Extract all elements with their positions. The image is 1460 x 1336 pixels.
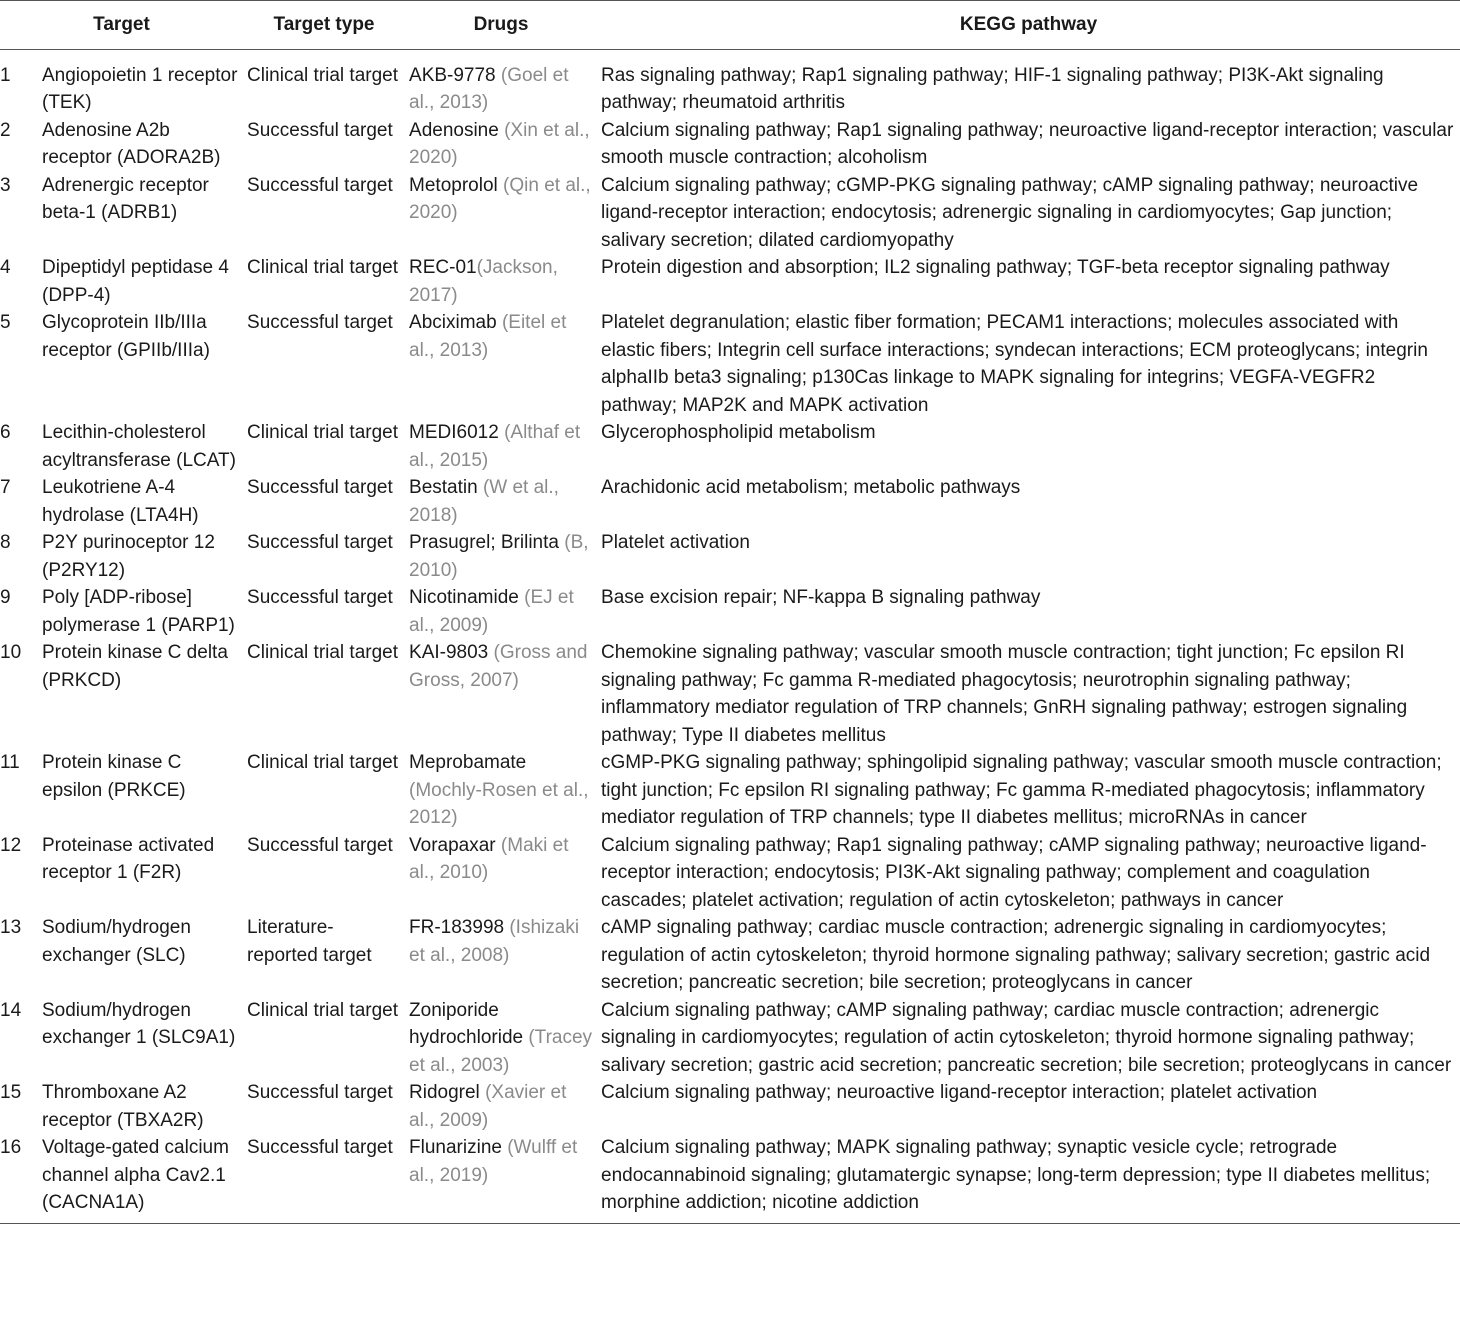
- drug-reference-link[interactable]: (Tracey et al., 2003): [409, 1027, 593, 1076]
- drug-name: Meprobamate: [409, 752, 527, 773]
- kegg-pathways: Protein digestion and absorption; IL2 signaling pathway; TGF-beta receptor signaling pathway: [601, 257, 1390, 278]
- drug-cell: [405, 49, 597, 117]
- table-row: [0, 997, 1460, 1080]
- drug-reference-link[interactable]: (Maki et al., 2010): [409, 834, 569, 883]
- drug-cell: [405, 639, 597, 749]
- drug-reference-link[interactable]: (Xavier et al., 2009): [409, 1082, 567, 1131]
- row-number: 11: [0, 752, 20, 773]
- drug-cell: [405, 529, 597, 584]
- target-type: Successful target: [243, 1134, 405, 1223]
- table-row: [0, 832, 1460, 915]
- target-type: Clinical trial target: [247, 257, 399, 278]
- drug-reference-link[interactable]: (Jackson, 2017): [409, 257, 558, 306]
- target-type: Successful target: [247, 119, 393, 141]
- drug-name: Flunarizine: [409, 1137, 508, 1158]
- target-type: Clinical trial target: [247, 752, 399, 773]
- drug-cell: [405, 474, 597, 529]
- target-name: Adenosine A2b receptor (ADORA2B): [42, 119, 221, 168]
- row-number: 13: [0, 917, 22, 938]
- target-name: Thromboxane A2 receptor (TBXA2R): [42, 1082, 204, 1131]
- target-name: Angiopoietin 1 receptor (TEK): [42, 64, 238, 113]
- drug-cell: [405, 832, 597, 915]
- kegg-pathways: Platelet degranulation; elastic fiber formation; PECAM1 interactions; molecules associated with elastic fibers; Integrin cell surface interactions; syndecan interactions; ECM proteoglycans; integrin alphaIIb beta3 signaling; p130Cas linkage to MAPK signaling for integrins; VEGFA-VEGFR2 pathway; MAP2K and MAPK activation: [601, 312, 1428, 416]
- row-number: 8: [0, 532, 11, 553]
- table-row: [0, 1134, 1460, 1223]
- header-target: Target: [0, 1, 243, 50]
- target-type: Successful target: [247, 532, 393, 553]
- drug-name: AKB-9778: [409, 64, 501, 86]
- drug-name: FR-183998: [409, 917, 510, 938]
- row-number: 12: [0, 834, 22, 856]
- kegg-pathways: Calcium signaling pathway; MAPK signaling pathway; synaptic vesicle cycle; retrograde endocannabinoid signaling; glutamatergic synapse; long-term depression; type II diabetes mellitus; morphine addiction; nicotine addiction: [597, 1134, 1460, 1223]
- drug-name: Nicotinamide: [409, 587, 525, 608]
- drug-cell: [405, 584, 597, 639]
- drug-name: KAI-9803: [409, 642, 494, 663]
- drug-cell: [405, 914, 597, 997]
- target-type: Clinical trial target: [247, 999, 399, 1021]
- header-drugs: Drugs: [405, 1, 597, 50]
- kegg-pathways: Base excision repair; NF-kappa B signaling pathway: [601, 587, 1041, 608]
- target-type: Successful target: [247, 1082, 393, 1103]
- row-number: 15: [0, 1082, 22, 1103]
- target-type: Successful target: [247, 587, 393, 608]
- drug-reference-link[interactable]: (Eitel et al., 2013): [409, 312, 567, 361]
- kegg-pathways: Calcium signaling pathway; Rap1 signaling pathway; neuroactive ligand-receptor interaction; vascular smooth muscle contraction; alcoholism: [601, 119, 1454, 168]
- drug-reference-link[interactable]: (B, 2010): [409, 532, 589, 581]
- table-row: [0, 639, 1460, 749]
- target-name: Protein kinase C epsilon (PRKCE): [42, 752, 186, 801]
- target-type: Successful target: [247, 174, 393, 196]
- row-number: 14: [0, 999, 22, 1021]
- target-type: Successful target: [247, 312, 393, 333]
- target-name: Voltage-gated calcium channel alpha Cav2.1 (CACNA1A): [38, 1134, 243, 1223]
- drug-name: Vorapaxar: [409, 834, 501, 856]
- table-row: [0, 584, 1460, 639]
- drug-cell: [405, 1079, 597, 1134]
- row-number: 1: [0, 64, 11, 86]
- kegg-pathways: Calcium signaling pathway; cGMP-PKG signaling pathway; cAMP signaling pathway; neuroactive ligand-receptor interaction; endocytosis; adrenergic signaling in cardiomyocytes; Gap junction; salivary secretion; dilated cardiomyopathy: [601, 174, 1419, 251]
- kegg-pathways: Ras signaling pathway; Rap1 signaling pathway; HIF-1 signaling pathway; PI3K-Akt signaling pathway; rheumatoid arthritis: [601, 64, 1384, 113]
- table-row: [0, 1079, 1460, 1134]
- kegg-pathways: Calcium signaling pathway; Rap1 signaling pathway; cAMP signaling pathway; neuroactive ligand-receptor interaction; endocytosis; PI3K-Akt signaling pathway; complement and coagulation cascades; platelet activation; regulation of actin cytoskeleton; pathways in cancer: [601, 834, 1427, 911]
- kegg-pathways: Chemokine signaling pathway; vascular smooth muscle contraction; tight junction; Fc epsilon RI signaling pathway; Fc gamma R-mediated phagocytosis; neurotrophin signaling pathway; inflammatory mediator regulation of TRP channels; GnRH signaling pathway; estrogen signaling pathway; Type II diabetes mellitus: [601, 642, 1408, 746]
- drug-cell: [405, 172, 597, 255]
- header-kegg-pathway: KEGG pathway: [597, 1, 1460, 50]
- target-name: Glycoprotein IIb/IIIa receptor (GPIIb/IIIa): [42, 312, 210, 361]
- table-body: [0, 49, 1460, 1223]
- table-row: [0, 419, 1460, 474]
- drug-name: MEDI6012: [409, 422, 505, 443]
- table-row: [0, 309, 1460, 419]
- drug-cell: [405, 117, 597, 172]
- table-row: [0, 749, 1460, 832]
- drug-name: Metoprolol: [409, 174, 504, 196]
- table-row: [0, 914, 1460, 997]
- table-row: [0, 254, 1460, 309]
- row-number: 16: [0, 1134, 38, 1223]
- table-row: [0, 49, 1460, 117]
- target-name: Protein kinase C delta (PRKCD): [42, 642, 228, 691]
- table-row: [0, 529, 1460, 584]
- kegg-pathways: Arachidonic acid metabolism; metabolic pathways: [601, 477, 1021, 498]
- drug-name: Ridogrel: [409, 1082, 486, 1103]
- target-name: Sodium/hydrogen exchanger 1 (SLC9A1): [42, 999, 236, 1048]
- row-number: 7: [0, 477, 11, 498]
- target-name: Poly [ADP-ribose] polymerase 1 (PARP1): [42, 587, 235, 636]
- kegg-pathways: Calcium signaling pathway; cAMP signaling pathway; cardiac muscle contraction; adrenergic signaling in cardiomyocytes; regulation of actin cytoskeleton; thyroid hormone signaling pathway; salivary secretion; gastric acid secretion; pancreatic secretion; bile secretion; proteoglycans in cancer: [601, 999, 1452, 1076]
- table-row: [0, 117, 1460, 172]
- kegg-pathways: cGMP-PKG signaling pathway; sphingolipid signaling pathway; vascular smooth muscle contraction; tight junction; Fc epsilon RI signaling pathway; Fc gamma R-mediated phagocytosis; inflammatory mediator regulation of TRP channels; type II diabetes mellitus; microRNAs in cancer: [601, 752, 1442, 828]
- table-row: [0, 172, 1460, 255]
- target-name: Lecithin-cholesterol acyltransferase (LCAT): [42, 422, 236, 471]
- header-target-type: Target type: [243, 1, 405, 50]
- drug-reference-link[interactable]: (Qin et al., 2020): [409, 174, 591, 223]
- drug-reference-link[interactable]: (Mochly-Rosen et al., 2012): [409, 779, 589, 828]
- table-row: [0, 474, 1460, 529]
- drug-cell: [405, 254, 597, 309]
- drug-name: Abciximab: [409, 312, 502, 333]
- drug-cell: [405, 749, 597, 832]
- drug-cell: [405, 419, 597, 474]
- row-number: 4: [0, 257, 11, 278]
- target-type: Successful target: [247, 834, 393, 856]
- row-number: 9: [0, 587, 11, 608]
- drug-reference-link[interactable]: (Goel et al., 2013): [409, 64, 569, 113]
- target-name: Sodium/hydrogen exchanger (SLC): [42, 917, 191, 966]
- target-type: Successful target: [247, 477, 393, 498]
- kegg-pathways: Calcium signaling pathway; neuroactive ligand-receptor interaction; platelet activation: [601, 1082, 1318, 1103]
- drug-reference-link[interactable]: (Xin et al., 2020): [409, 119, 590, 168]
- target-name: Leukotriene A-4 hydrolase (LTA4H): [42, 477, 199, 526]
- drug-name: Adenosine: [409, 119, 505, 141]
- kegg-pathways: cAMP signaling pathway; cardiac muscle contraction; adrenergic signaling in cardiomyocytes; regulation of actin cytoskeleton; thyroid hormone signaling pathway; salivary secretion; gastric acid secretion; pancreatic secretion; bile secretion; proteoglycans in cancer: [601, 917, 1431, 993]
- drug-name: REC-01: [409, 257, 477, 278]
- row-number: 3: [0, 174, 11, 196]
- drug-reference-link[interactable]: (W et al., 2018): [409, 477, 559, 526]
- drug-reference-link[interactable]: (Ishizaki et al., 2008): [409, 917, 580, 966]
- drug-cell: [405, 309, 597, 419]
- row-number: 5: [0, 312, 11, 333]
- target-name: Dipeptidyl peptidase 4 (DPP-4): [42, 257, 229, 306]
- target-name: Proteinase activated receptor 1 (F2R): [42, 834, 215, 883]
- target-type: Clinical trial target: [247, 64, 399, 86]
- drug-cell: [405, 997, 597, 1080]
- drug-reference-link[interactable]: (Althaf et al., 2015): [409, 422, 581, 471]
- drug-name: Bestatin: [409, 477, 483, 498]
- kegg-pathways: Glycerophospholipid metabolism: [601, 422, 876, 443]
- drug-reference-link[interactable]: (Wulff et al., 2019): [409, 1137, 578, 1186]
- header-row: [0, 1, 1460, 50]
- row-number: 10: [0, 642, 22, 663]
- target-type: Literature-reported target: [247, 917, 372, 966]
- table-header: [0, 1, 1460, 50]
- target-type: Clinical trial target: [247, 422, 399, 443]
- row-number: 2: [0, 119, 11, 141]
- target-name: P2Y purinoceptor 12 (P2RY12): [42, 532, 215, 581]
- drug-cell: [405, 1134, 597, 1223]
- target-name: Adrenergic receptor beta-1 (ADRB1): [42, 174, 209, 223]
- drug-reference-link[interactable]: (Gross and Gross, 2007): [409, 642, 588, 691]
- row-number: 6: [0, 422, 11, 443]
- kegg-pathways: Platelet activation: [601, 532, 750, 553]
- drug-name: Zoniporide hydrochloride: [409, 999, 529, 1048]
- drug-name: Prasugrel; Brilinta: [409, 532, 565, 553]
- target-type: Clinical trial target: [247, 642, 399, 663]
- drug-reference-link[interactable]: (EJ et al., 2009): [409, 587, 574, 636]
